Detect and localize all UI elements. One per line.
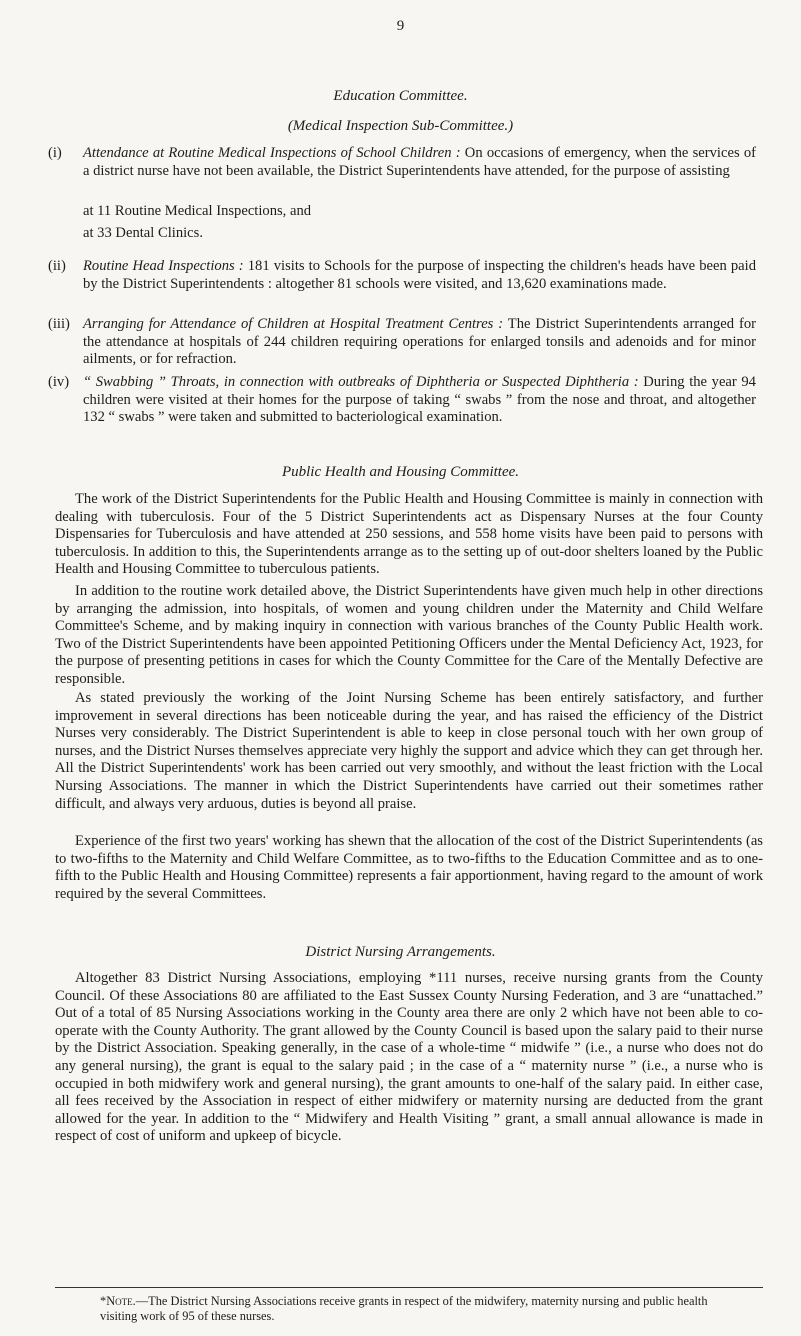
public-health-paragraph-2: In addition to the routine work detailed above, the District Superintendents have given much help in other directions by arranging the admission, into hospitals, of women and young children under the Maternity and Child Welfare Committee's Scheme, and by making inquiry in connection with various branches of the County Public Health work. Two of the District Superintendents have been appointed Petitioning Officers under the Mental Deficiency Act, 1923, for the purpose of presenting petitions in cases for which the County Committee for the Care of the Mentally Defective are responsible. [55,583,763,687]
item-attendance-routine [48,145,756,180]
medical-inspection-subtitle: (Medical Inspection Sub-Committee.) [287,118,514,134]
item-text: During the year 94 children were visited at their homes for the purpose of taking “ swabs ” from the nose and throat, and altogether 132 “ swabs ” were taken and submitted to bacteriological examination. [83,374,756,426]
item-heading: Attendance at Routine Medical Inspections of School Children : [83,145,461,161]
sub-line-inspections: at 11 Routine Medical Inspections, and [83,203,312,219]
page-number: 9 [396,18,405,34]
item-text: On occasions of emergency, when the services of a district nurse have not been available, the District Superintendents have attended, for the purpose of assisting [83,145,756,179]
public-health-paragraph-3: As stated previously the working of the Joint Nursing Scheme has been entirely satisfactory, and further improvement in several directions has been noticeable during the year, and has raised the efficiency of the District Nurses very considerably. The District Superintendent is able to keep in close personal touch with her own group of nurses, and the District Nurses themselves appreciate very highly the support and advice which they can get through her. All the District Superintendents' work has been carried out very smoothly, and without the least friction with the Local Nursing Associations. The manner in which the District Superintendents have carried out their sometimes rather difficult, and always very arduous, duties is beyond all praise. [55,690,763,812]
education-committee-title: Education Committee. [333,88,468,104]
public-health-committee-title: Public Health and Housing Committee. [281,464,520,480]
item-number: (iv) [48,374,70,390]
item-number: (iii) [48,316,70,332]
district-nursing-paragraph: Altogether 83 District Nursing Associations, employing *111 nurses, receive nursing grants from the County Council. Of these Associations 80 are affiliated to the East Sussex County Nursing Federation, and 3 are “unattached.” Out of a total of 85 Nursing Associations working in the County area there are only 2 which have not been able to co-operate with the County Authority. The grant allowed by the County Council is based upon the salary paid to their nurse by the District Association. Speaking generally, in the case of a whole-time “ midwife ” (i.e., a nurse who does not do any general nursing), the grant is equal to the salary paid ; in the case of a “ maternity nurse ” (i.e., a nurse who is occupied in both midwifery work and general nursing), the grant amounts to one-half of the salary paid. In either case, all fees received by the Association in respect of either midwifery or maternity nursing are deducted from the grant allowed for the year. In addition to the “ Midwifery and Health Visiting ” grant, a small annual allowance is made in respect of cost of uniform and upkeep of bicycle. [55,970,763,1145]
item-heading: “ Swabbing ” Throats, in connection with outbreaks of Diphtheria or Suspected Diphtheria : [83,374,639,390]
sub-line-dental: at 33 Dental Clinics. [83,225,203,241]
item-head-inspections [48,258,756,293]
footnote-divider [55,1287,763,1288]
district-nursing-title: District Nursing Arrangements. [305,944,496,960]
public-health-paragraph-4: Experience of the first two years' working has shewn that the allocation of the cost of the District Superintendents (as to two-fifths to the Maternity and Child Welfare Committee, as to two-fifths to the Education Committee and as to one-fifth to the Public Health and Housing Committee) represents a fair apportionment, having regard to the amount of work required by the several Committees. [55,833,763,902]
item-swabbing-throats [48,374,756,427]
item-hospital-treatment [48,316,756,369]
item-text: The District Superintendents arranged for the attendance at hospitals of 244 children requiring operations for enlarged tonsils and adenoids and for minor ailments, or for refraction. [83,316,757,368]
footnote-text: —The District Nursing Associations receive grants in respect of the midwifery, maternity nursing and public health visiting work of 95 of these nurses. [100,1294,708,1323]
footnote [100,1294,720,1324]
item-heading: Arranging for Attendance of Children at Hospital Treatment Centres : [83,316,504,332]
footnote-tag: *Note. [100,1294,136,1308]
item-number: (ii) [48,258,66,274]
public-health-paragraph-1: The work of the District Superintendents for the Public Health and Housing Committee is mainly in connection with dealing with tuberculosis. Four of the 5 District Superintendents act as Dispensary Nurses at the four County Dispensaries for Tuberculosis and have attended at 250 sessions, and 558 home visits have been paid to persons with tuberculosis. In addition to this, the Superintendents arrange as to the setting up of out-door shelters loaned by the Public Health and Housing Committee to tuberculous patients. [55,491,763,578]
item-heading: Routine Head Inspections : [83,258,244,274]
item-number: (i) [48,145,62,161]
item-text: 181 visits to Schools for the purpose of inspecting the children's heads have been paid by the District Superintendents : altogether 81 schools were visited, and 13,620 examinations made. [83,258,757,292]
